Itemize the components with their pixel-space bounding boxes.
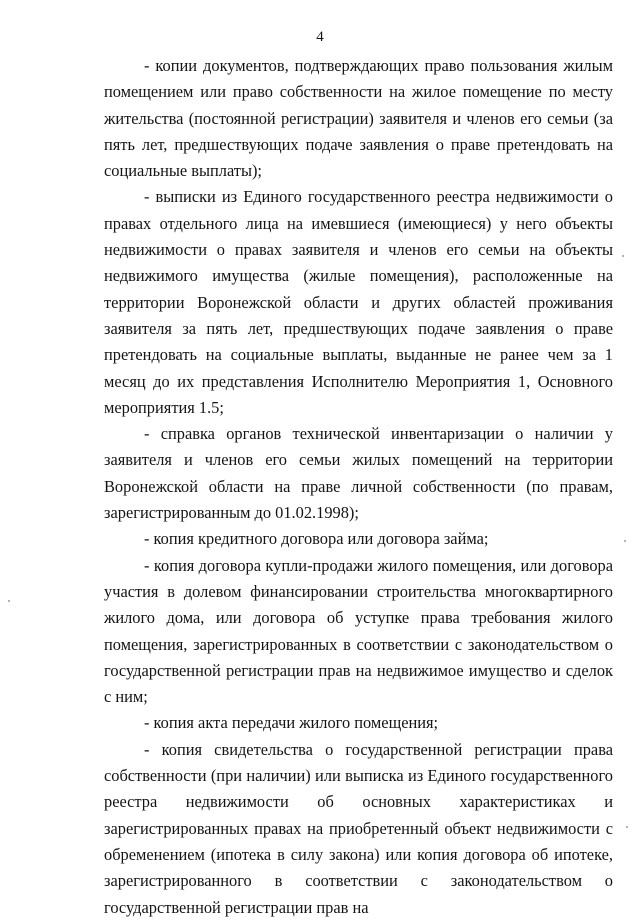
paragraph-ownership-documents: - копии документов, подтверждающих право пользования жилым помещением или право собственности на жилое помещение по месту жительства (постоянной регистрации) заявителя и членов его семьи (за пять лет, предшествующих подаче заявления о праве претендовать на социальные выплаты); [104,56,613,181]
scan-speck [622,255,624,257]
paragraph-inventory-certificate: - справка органов технической инвентаризации о наличии у заявителя и членов его семьи жилых помещений на территории Воронежской области на праве личной собственности (по правам, зарегистрированным до 01.02.1998); [104,424,613,523]
scan-speck [624,540,626,542]
scan-speck [626,826,628,828]
scan-speck [8,600,10,602]
paragraph-registration-certificate: - копия свидетельства о государственной регистрации права собственности (при наличии) или выписка из Единого государственного реестра недвижимости об основных характеристиках и зарегистрированных правах на приобретенный объект недвижимости с обременением (ипотека в силу закона) или копия договора об ипотеке, зарегистрированного в соответствии с законодательством о государственной регистрации прав на [104,739,613,917]
paragraph-credit-agreement: - копия кредитного договора или договора займа; [144,529,489,549]
paragraph-transfer-act: - копия акта передачи жилого помещения; [144,713,439,733]
page-number: 4 [316,29,324,45]
paragraph-sale-contract: - копия договора купли-продажи жилого помещения, или договора участия в долевом финансировании строительства многоквартирного жилого дома, или договора об уступке права требования жилого помещения, зарегистрированных в соответствии с законодательством о государственной регистрации прав на недвижимое имущество и сделок с ним; [104,555,613,707]
paragraph-registry-extracts: - выписки из Единого государственного реестра недвижимости о правах отдельного лица на имевшиеся (имеющиеся) у него объекты недвижимости о правах заявителя и членов его семьи на объекты недвижимого имущества (жилые помещения), расположенные на территории Воронежской области и других областей проживания заявителя за пять лет, предшествующих подаче заявления о праве претендовать на социальные выплаты, выданные не ранее чем за 1 месяц до их представления Исполнителю Мероприятия 1, Основного мероприятия 1.5; [104,187,613,417]
document-body [104,53,613,921]
